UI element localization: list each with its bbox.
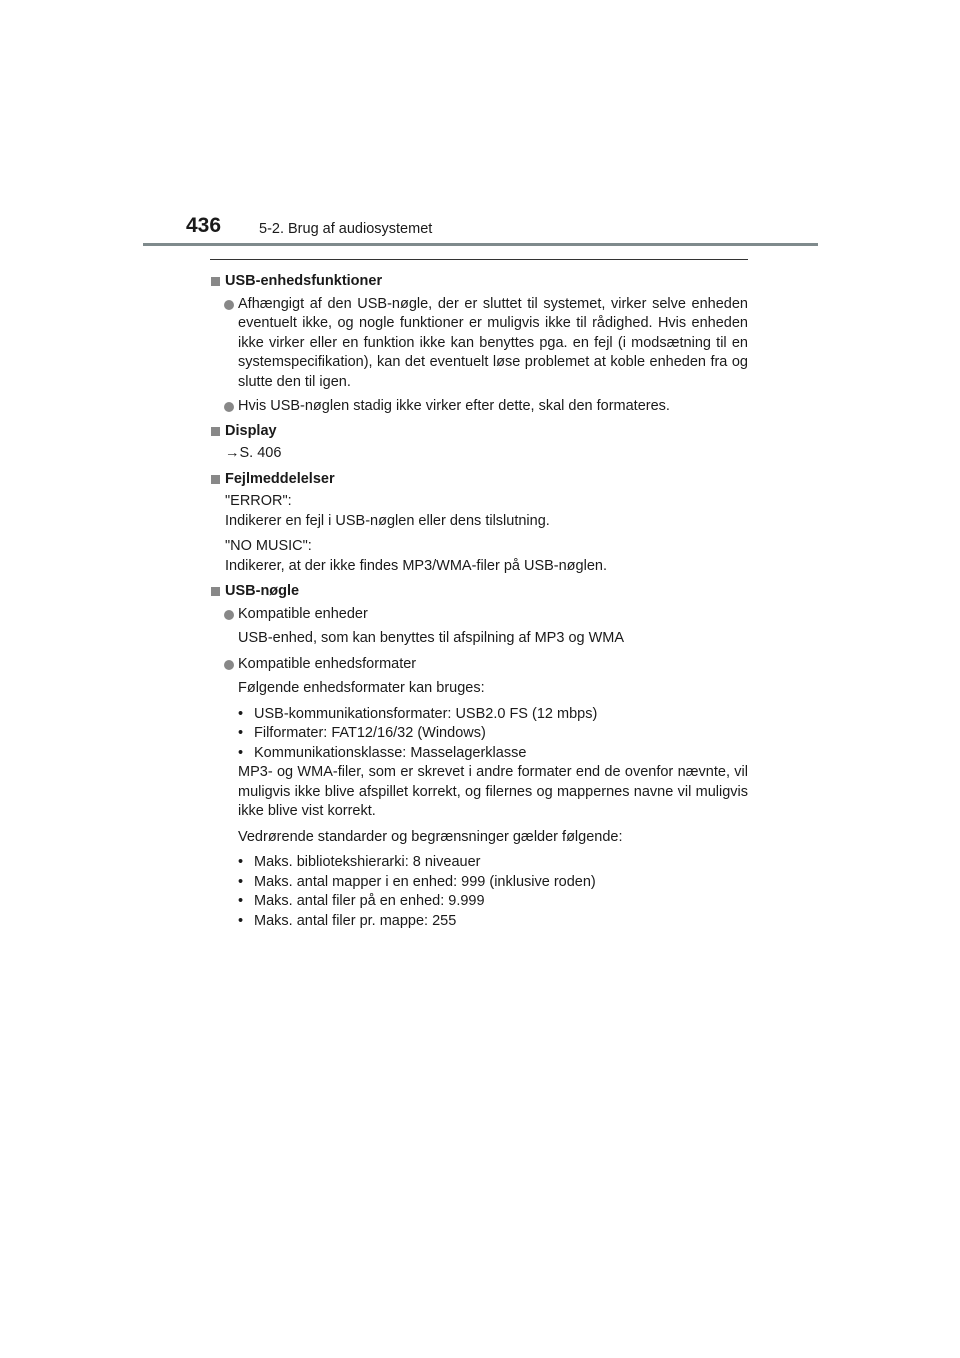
bullet-item: Kompatible enheder [224, 605, 748, 625]
bullet-item: Kompatible enhedsformater [224, 655, 748, 675]
formats-intro: Følgende enhedsformater kan bruges: [238, 680, 485, 696]
list-item: • Filformater: FAT12/16/32 (Windows) [238, 725, 486, 741]
square-bullet-icon [211, 475, 220, 484]
list-item: • Maks. antal filer på en enhed: 9.999 [238, 893, 485, 909]
page-reference[interactable]: →S. 406 [225, 445, 282, 461]
heading-usb-key: USB-nøgle [210, 582, 748, 602]
round-bullet-icon [224, 300, 234, 310]
nomusic-message-block: "NO MUSIC": Indikerer, at der ikke findes MP3/WMA-filer på USB-nøglen. [225, 538, 607, 574]
list-item: • Maks. bibliotekshierarki: 8 niveauer [238, 854, 481, 870]
section-title: 5-2. Brug af audiosystemet [259, 221, 433, 237]
bullet-item: Hvis USB-nøglen stadig ikke virker efter dette, skal den formateres. [224, 397, 748, 417]
list-item: • Maks. antal mapper i en enhed: 999 (inklusive roden) [238, 873, 596, 890]
limits-intro: Vedrørende standarder og begrænsninger gælder følgende: [238, 828, 623, 845]
content-rule [210, 259, 748, 260]
heading-display: Display [210, 422, 748, 442]
square-bullet-icon [211, 587, 220, 596]
header-rule [143, 243, 818, 246]
round-bullet-icon [224, 402, 234, 412]
round-bullet-icon [224, 660, 234, 670]
list-item: • USB-kommunikationsformater: USB2.0 FS (12 mbps) [238, 705, 598, 722]
list-item: • Maks. antal filer pr. mappe: 255 [238, 912, 457, 929]
heading-usb-functions: USB-enhedsfunktioner [210, 272, 748, 292]
round-bullet-icon [224, 610, 234, 620]
heading-errors: Fejlmeddelelser [210, 470, 748, 490]
page-content [210, 268, 748, 931]
compat-devices-text: USB-enhed, som kan benyttes til afspilning af MP3 og WMA [238, 630, 625, 646]
square-bullet-icon [211, 277, 220, 286]
square-bullet-icon [211, 427, 220, 436]
formats-note: MP3- og WMA-filer, som er skrevet i andre formater end de ovenfor nævnte, vil muligvis ikke blive afspillet korrekt, og filernes og mappernes navne vil muligvis ikke blive vist korrekt. [238, 764, 748, 819]
page-number: 436 [186, 214, 222, 237]
list-item: • Kommunikationsklasse: Masselagerklasse [238, 744, 527, 761]
bullet-item: Afhængigt af den USB-nøgle, der er sluttet til systemet, virker selve enheden eventuelt ikke, og nogle funktioner er muligvis ikke til rådighed. Hvis enheden ikke virker eller en funktion ikke kan benyttes pga. en fejl (i modsætning til en systemspecifikation), kan det eventuelt løse problemet at koble enheden fra og slutte den til igen. [224, 295, 748, 393]
error-message-block: "ERROR": Indikerer en fejl i USB-nøglen eller dens tilslutning. [225, 493, 550, 529]
